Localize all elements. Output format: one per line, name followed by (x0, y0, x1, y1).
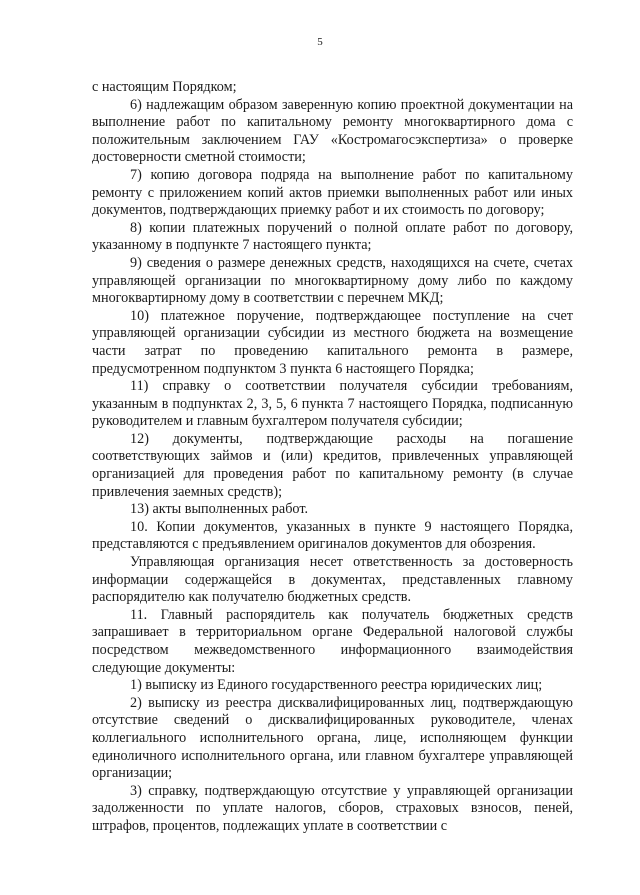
list-item-6: 6) надлежащим образом заверенную копию проектной документации на выполнение работ по капитальному ремонту многоквартирного дома с положительным заключением ГАУ «Костромагосэкспертиза» о проверке достоверности сметной стоимости; (92, 96, 573, 166)
page-number: 5 (317, 36, 323, 48)
list-item-8: 8) копии платежных поручений о полной оплате работ по договору, указанному в подпункте 7 настоящего пункта; (92, 219, 573, 254)
request-item-3: 3) справку, подтверждающую отсутствие у управляющей организации задолженности по уплате налогов, сборов, страховых взносов, пеней, штрафов, процентов, подлежащих уплате в соответствии с (92, 782, 573, 834)
clause-11: 11. Главный распорядитель как получатель бюджетных средств запрашивает в территориальном органе Федеральной налоговой службы посредством межведомственного информационного взаимодействия следующие документы: (92, 606, 573, 676)
list-item-11: 11) справку о соответствии получателя субсидии требованиям, указанным в подпунктах 2, 3, 5, 6 пункта 7 настоящего Порядка, подписанную руководителем и главным бухгалтером получателя субсидии; (92, 378, 573, 430)
request-item-1: 1) выписку из Единого государственного реестра юридических лиц; (130, 677, 543, 694)
list-item-10: 10) платежное поручение, подтверждающее поступление на счет управляющей организации субсидии из местного бюджета на возмещение части затрат по проведению капитального ремонта в размере, предусмотренном подпунктом 3 пункта 6 настоящего Порядка; (92, 307, 573, 377)
responsibility-paragraph: Управляющая организация несет ответственность за достоверность информации содержащейся в документах, представленных главному распорядителю как получателю бюджетных средств. (92, 554, 573, 606)
list-item-12: 12) документы, подтверждающие расходы на погашение соответствующих займов и (или) кредитов, привлеченных управляющей организацией для проведения работ по капитальному ремонту (в случае привлечения заемных средств); (92, 430, 573, 500)
clause-10: 10. Копии документов, указанных в пункте 9 настоящего Порядка, представляются с предъявлением оригиналов документов для обозрения. (92, 518, 573, 553)
paragraph-continuation: с настоящим Порядком; (92, 79, 237, 95)
list-item-13: 13) акты выполненных работ. (130, 501, 308, 518)
list-item-7: 7) копию договора подряда на выполнение работ по капитальному ремонту с приложением копий актов приемки выполненных работ или иных документов, подтверждающих приемку работ и их стоимость по договору; (92, 166, 573, 219)
list-item-9: 9) сведения о размере денежных средств, находящихся на счете, счетах управляющей организации по многоквартирному дому либо по каждому многоквартирному дому в соответствии с перечнем МКД; (92, 254, 573, 307)
request-item-2: 2) выписку из реестра дисквалифицированных лиц, подтверждающую отсутствие сведений о дисквалифицированных руководителе, членах коллегиального исполнительного органа, лице, исполняющем функции единоличного исполнительного органа, или главном бухгалтере управляющей организации; (92, 694, 573, 782)
document-body (92, 79, 573, 836)
